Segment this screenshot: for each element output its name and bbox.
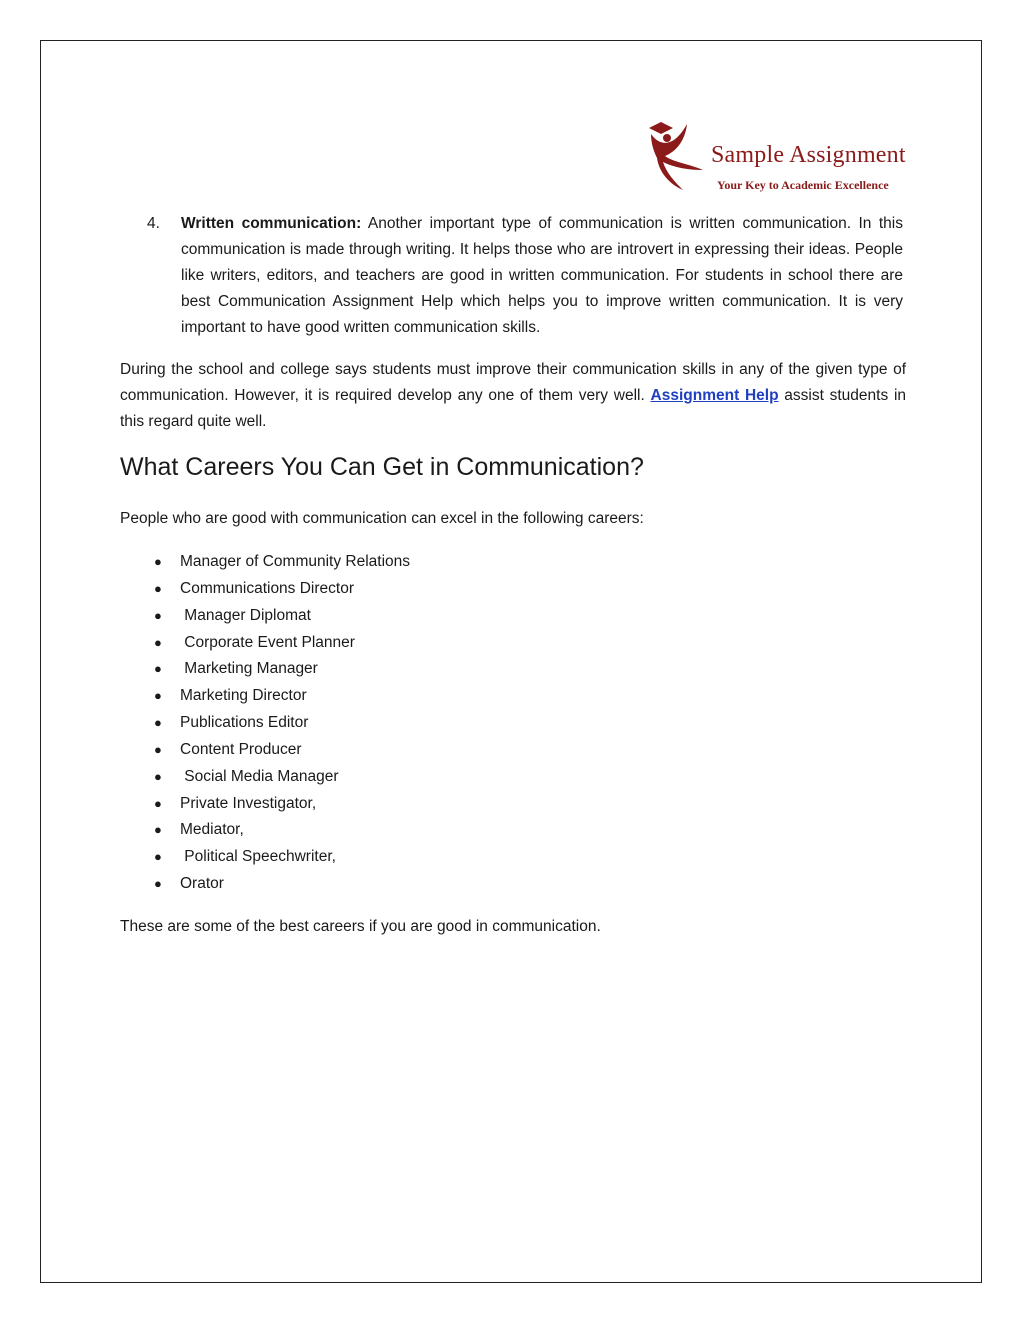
sample-assignment-logo[interactable] (645, 118, 910, 193)
bullet-icon: ● (154, 768, 162, 784)
bullet-icon: ● (154, 580, 162, 596)
list-item-text: Another important type of communication is written communication. In this communication is made through writing. It helps those who are introvert in expressing their ideas. People like writers, editors, and teachers are good in written communication. For students in school there are best Communication Assignment Help which helps you to improve written communication. It is very important to have good written communication skills. (181, 215, 903, 336)
bullet-icon: ● (154, 822, 162, 838)
list-item-term: Written communication: (181, 215, 362, 232)
assignment-help-link[interactable]: Assignment Help (650, 387, 779, 404)
paragraph-communication-skills (120, 357, 906, 435)
bullet-icon: ● (154, 554, 162, 569)
bullet-icon: ● (154, 607, 162, 623)
bullet-icon: ● (154, 661, 162, 677)
bullet-icon: ● (154, 795, 162, 811)
graduate-figure-icon (645, 118, 709, 193)
bullet-icon: ● (154, 741, 162, 757)
section-heading: What Careers You Can Get in Communication? (120, 453, 644, 481)
bullet-icon: ● (154, 715, 162, 731)
logo-name: Sample Assignment (711, 142, 906, 168)
bullet-icon: ● (154, 634, 162, 650)
logo-tagline: Your Key to Academic Excellence (717, 178, 889, 192)
bullet-icon: ● (154, 688, 162, 704)
intro-paragraph: People who are good with communication can excel in the following careers: (120, 510, 644, 527)
closing-paragraph: These are some of the best careers if you are good in communication. (120, 918, 601, 935)
list-item-body (181, 211, 903, 341)
paragraph-text-before: During the school and college says students must improve their communication skills in any of the given type of communication. However, it is required develop any one of them very well. (120, 361, 906, 404)
list-number: 4. (147, 215, 160, 232)
bullet-icon: ● (154, 876, 162, 892)
bullet-icon: ● (154, 849, 162, 865)
paragraph-text-after: assist students in this regard quite well. (120, 387, 907, 430)
